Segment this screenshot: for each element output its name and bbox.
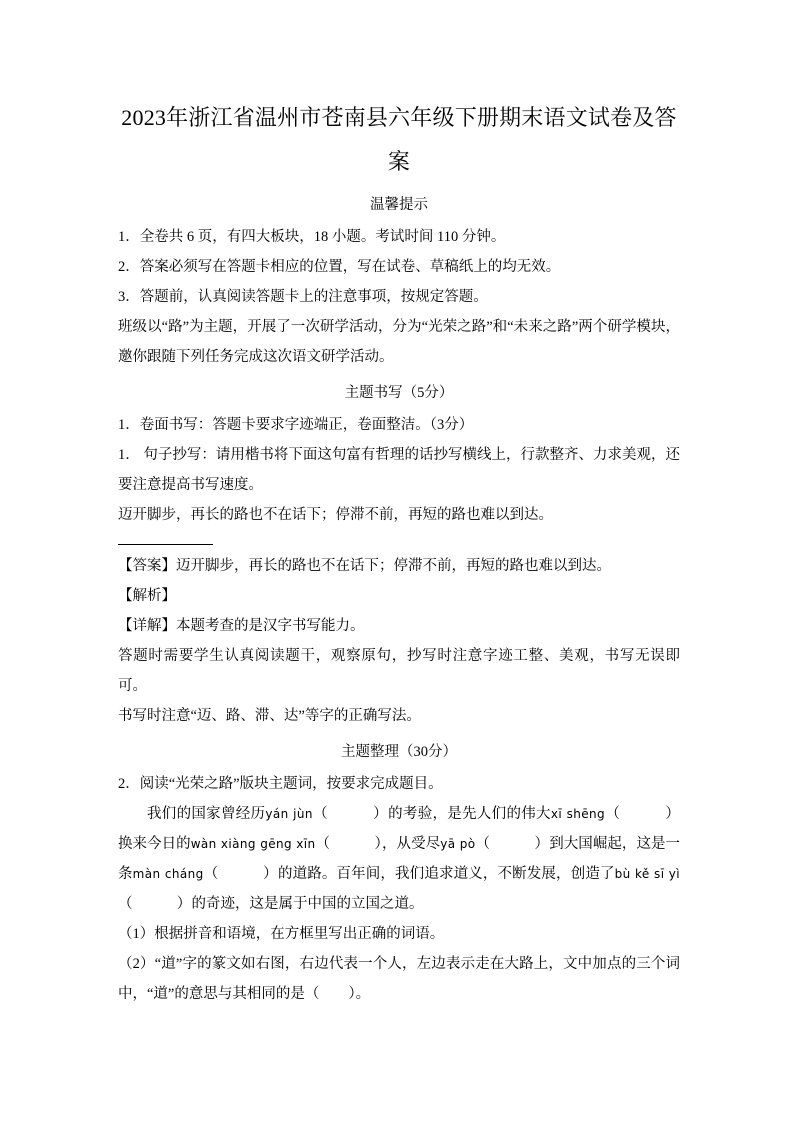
blank-3: （ ） bbox=[315, 836, 383, 852]
passage-text-f: 的道路。百年间，我们追求道义，不断发展，创造了 bbox=[277, 866, 615, 882]
section-heading-writing: 主题书写（5分） bbox=[344, 385, 454, 401]
pinyin-xisheng: xī shēng bbox=[550, 807, 606, 821]
page-title: 2023年浙江省温州市苍南县六年级下册期末语文试卷及答案 bbox=[121, 105, 677, 174]
writing-item-1: 1．卷面书写：答题卡要求字迹端正，卷面整洁。（3分） bbox=[118, 417, 474, 433]
analysis-label: 【解析】 bbox=[118, 588, 176, 604]
notice-item-1: 1．全卷共 6 页，有四大板块，18 小题。考试时间 110 分钟。 bbox=[118, 229, 506, 245]
organize-question-2: （2）“道”字的篆文如右图，右边代表一个人，左边表示走在大路上，文中加点的三个词中，“道”的意思与其相同的是（ ）。 bbox=[118, 956, 680, 1002]
page-content bbox=[118, 0, 680, 1009]
section-heading-organize: 主题整理（30分） bbox=[341, 744, 457, 760]
blank-4: （ ） bbox=[475, 836, 550, 852]
answer-label: 【答案】 bbox=[118, 558, 176, 574]
blank-1: （ ） bbox=[312, 806, 389, 822]
passage-text-g: 的奇迹，这是属于中国的立国之道。 bbox=[191, 896, 424, 912]
passage-text-a: 我们的国家曾经历 bbox=[147, 806, 266, 822]
detail-line-3: 书写时注意“迈、路、滞、达”等字的正确写法。 bbox=[118, 708, 421, 724]
passage-text-b: 的考验，是先人们的伟大 bbox=[388, 806, 551, 822]
answer-divider-rule bbox=[118, 544, 213, 545]
notice-heading: 温馨提示 bbox=[370, 197, 428, 213]
blank-5: （ ） bbox=[203, 866, 278, 882]
organize-passage bbox=[118, 799, 680, 919]
blank-2: （ ） bbox=[605, 806, 681, 822]
passage-text-e: 到大国崛起，这是一条 bbox=[118, 836, 681, 882]
detail-label: 【详解】 bbox=[118, 618, 176, 634]
passage-text-c: 换来今日的 bbox=[118, 836, 191, 852]
notice-item-3: 3．答题前，认真阅读答题卡上的注意事项，按规定答题。 bbox=[118, 289, 488, 305]
organize-item-2-stem: 2．阅读“光荣之路”版块主题词，按要求完成题目。 bbox=[118, 776, 443, 792]
answer-text: 迈开脚步，再长的路也不在话下；停滞不前，再短的路也难以到达。 bbox=[176, 558, 611, 574]
notice-item-2: 2．答案必须写在答题卡相应的位置，写在试卷、草稿纸上的均无效。 bbox=[118, 259, 561, 275]
writing-item-2: 1． 句子抄写：请用楷书将下面这句富有哲理的话抄写横线上，行款整齐、力求美观，还要注意提高书写速度。 bbox=[118, 447, 680, 493]
blank-6: （ ） bbox=[118, 896, 192, 912]
writing-sentence: 迈开脚步，再长的路也不在话下；停滞不前，再短的路也难以到达。 bbox=[118, 507, 553, 523]
intro-paragraph: 班级以“路”为主题，开展了一次研学活动，分为“光荣之路”和“未来之路”两个研学模块，邀你跟随下列任务完成这次语文研学活动。 bbox=[118, 319, 680, 365]
detail-text-1: 本题考查的是汉字书写能力。 bbox=[176, 618, 365, 634]
detail-line-1 bbox=[118, 611, 680, 641]
pinyin-manchang: màn cháng bbox=[132, 867, 204, 881]
pinyin-wanxianggengxin: wàn xiàng gēng xīn bbox=[190, 837, 316, 851]
organize-question-1: （1）根据拼音和语境，在方框里写出正确的词语。 bbox=[118, 926, 445, 942]
answer-line bbox=[118, 551, 680, 581]
pinyin-yanjun: yán jùn bbox=[265, 807, 313, 821]
pinyin-bukesiyi: bù kě sī yì bbox=[614, 867, 681, 881]
detail-line-2: 答题时需要学生认真阅读题干，观察原句，抄写时注意字迹工整、美观，书写无误即可。 bbox=[118, 648, 680, 694]
pinyin-yapo: yā pò bbox=[440, 837, 476, 851]
passage-text-d: ，从受尽 bbox=[382, 836, 441, 852]
